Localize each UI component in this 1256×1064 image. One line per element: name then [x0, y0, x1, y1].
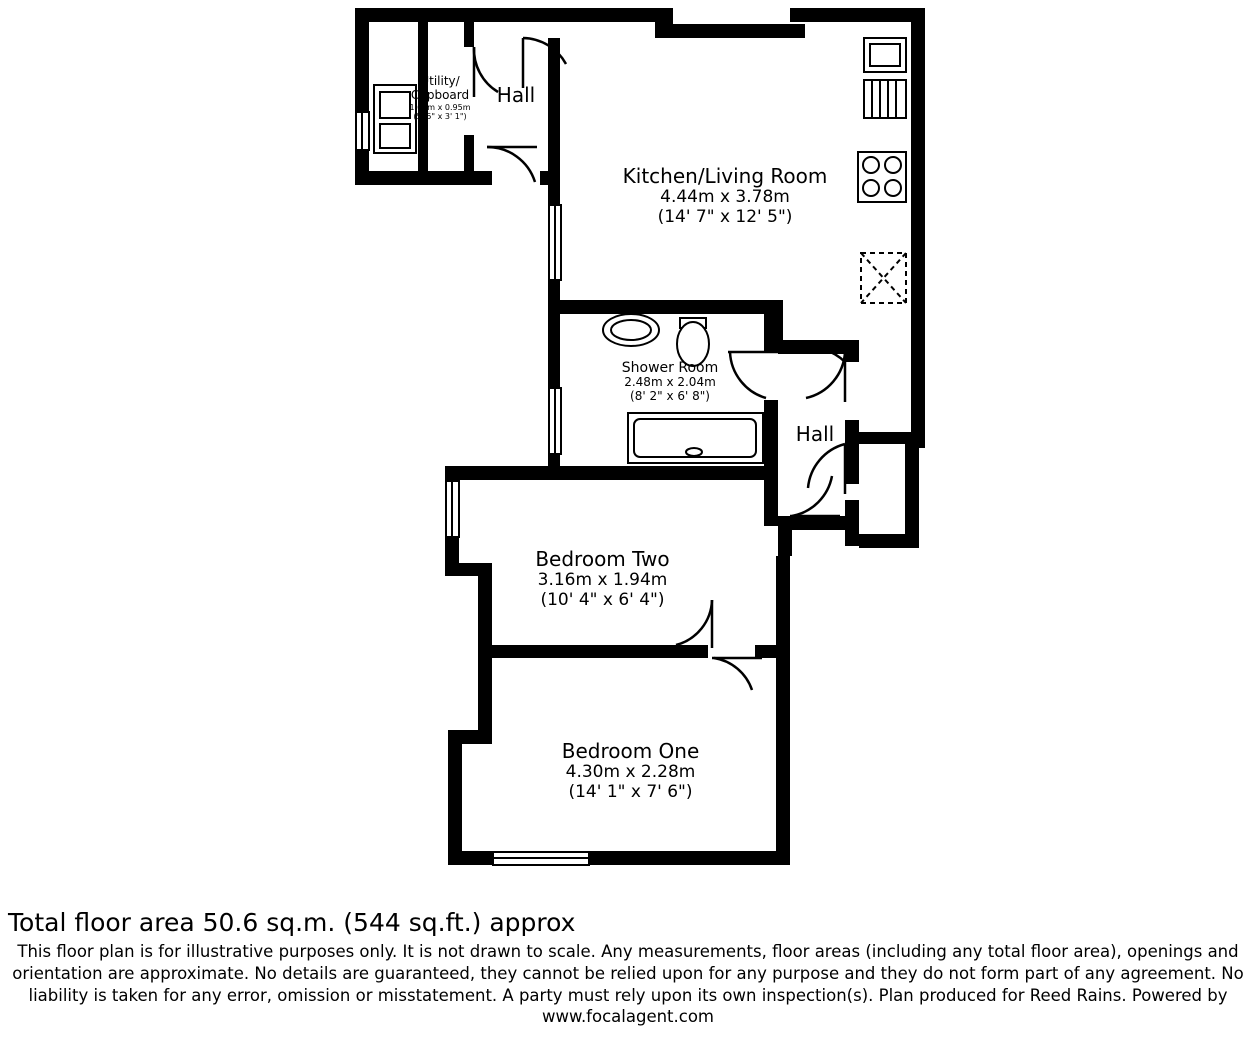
room-label-bedroom-one [518, 740, 743, 802]
hob-icon [858, 152, 906, 202]
room-name: Shower Room [621, 360, 719, 376]
room-name: Utility/ [420, 74, 460, 88]
room-label-bedroom-two [490, 548, 715, 610]
room-dim-metric: 4.44m x 3.78m [660, 187, 790, 207]
room-name: Hall [795, 422, 835, 446]
room-dim-metric: 4.30m x 2.28m [565, 762, 696, 782]
room-dim-imperial: (14' 7" x 12' 5") [657, 206, 793, 227]
footer [0, 908, 1256, 1028]
room-dim-imperial: (14' 1" x 7' 6") [568, 781, 693, 802]
sink-icon-kitchen [864, 38, 906, 118]
room-dim-imperial: (10' 4" x 6' 4") [540, 589, 665, 610]
room-name: Bedroom Two [535, 547, 670, 571]
room-label-shower-room [570, 360, 770, 404]
disclaimer-body: This floor plan is for illustrative purposes only. It is not drawn to scale. Any measurements, floor areas (including any total floor area), openings and orientation are approximate. No details are guaranteed, they cannot be relied upon for any purpose and they do not form part of any agreement. No liability is taken for any error, omission or misstatement. A party must rely upon its own inspection(s). Plan produced for Reed Rains. Powered by [12, 942, 1244, 1005]
room-label-kitchen-living-room [590, 165, 860, 227]
room-dim-imperial: (8' 2" x 6' 8") [630, 388, 710, 403]
room-dim-metric: 3.16m x 1.94m [537, 570, 668, 590]
toilet-icon [677, 318, 709, 366]
room-label-hall-lower [765, 423, 865, 446]
room-name: Bedroom One [561, 739, 700, 763]
room-dim-metric: 2.48m x 2.04m [624, 375, 716, 390]
room-name: Hall [496, 83, 536, 107]
room-label-utility-cupboard [405, 75, 475, 121]
room-name: Kitchen/Living Room [622, 164, 828, 188]
room-name-line2: Cupboard [410, 87, 470, 102]
total-floor-area: Total floor area 50.6 sq.m. (544 sq.ft.) approx [8, 908, 576, 937]
disclaimer-text [0, 941, 1256, 1028]
basin-icon [603, 314, 659, 346]
website-link[interactable]: www.focalagent.com [541, 1007, 715, 1027]
room-label-hall-upper [466, 84, 566, 107]
bath-icon [628, 413, 763, 463]
room-dim-metric: 1.64m x 0.95m [409, 102, 471, 112]
room-dim-imperial: (5' 5" x 3' 1") [413, 111, 467, 121]
appliance-icon [861, 253, 906, 303]
